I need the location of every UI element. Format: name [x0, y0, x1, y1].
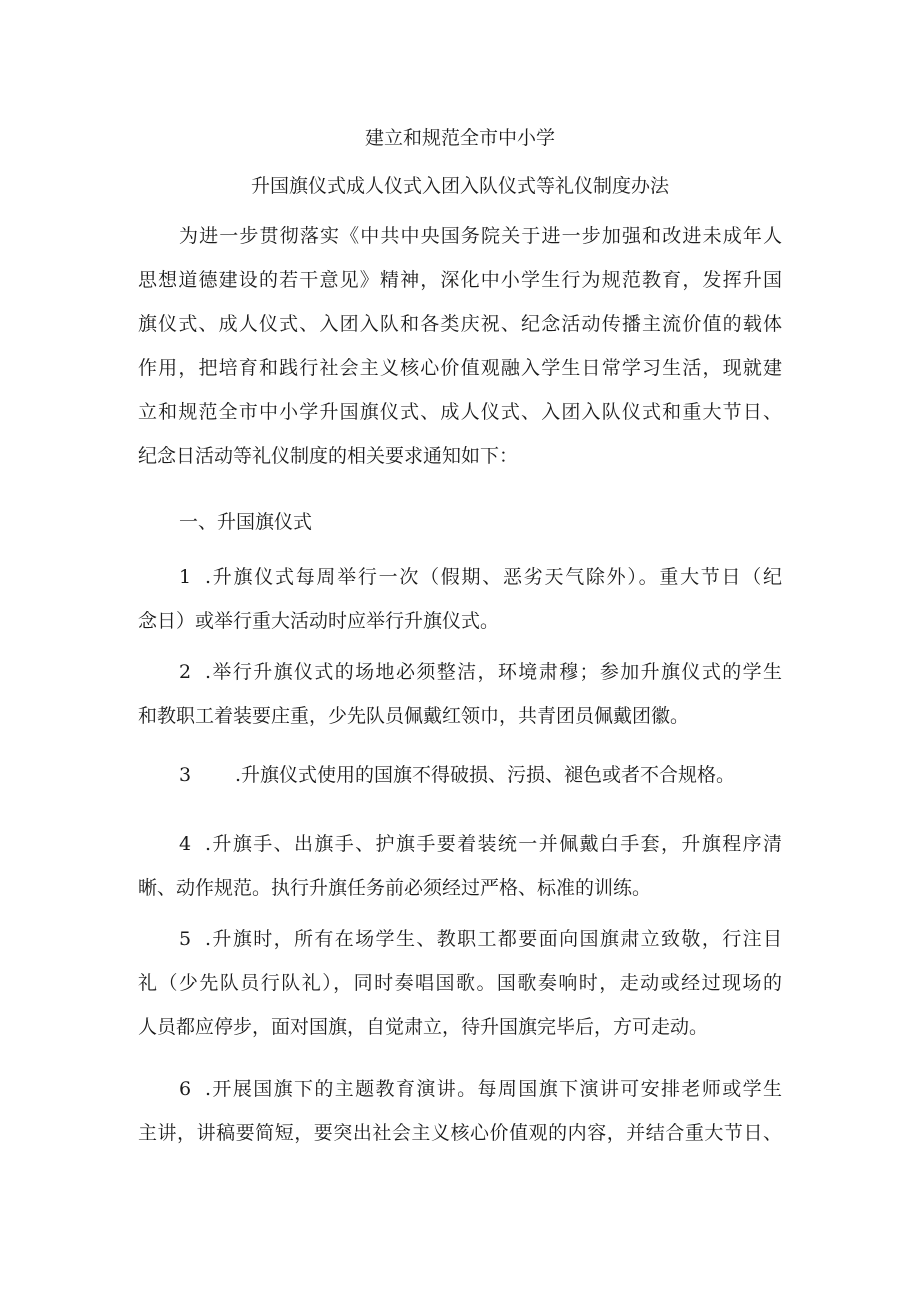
section-heading-text: 一、升国旗仪式 — [179, 511, 313, 533]
item-number: 4 — [179, 833, 192, 855]
item-text: .升旗仪式使用的国旗不得破损、污损、褪色或者不合规格。 — [235, 764, 736, 786]
item-number: 5 — [179, 928, 192, 950]
document-title-line-1: 建立和规范全市中小学 — [364, 127, 555, 149]
intro-line: 作用，把培育和践行社会主义核心价值观融入学生日常学习生活，现就建 — [138, 357, 782, 379]
section-heading — [138, 500, 782, 544]
item-text: .升旗手、出旗手、护旗手要着装统一并佩戴白手套，升旗程序清 — [205, 833, 782, 855]
list-item-line — [138, 822, 782, 866]
list-item — [138, 753, 782, 797]
list-item-line — [138, 753, 782, 797]
list-item-line: 和教职工着装要庄重，少先队员佩戴红领巾，共青团员佩戴团徽。 — [138, 705, 690, 727]
list-item-line — [138, 555, 782, 599]
list-item — [138, 822, 782, 910]
item-number: 1 — [179, 566, 192, 588]
item-number: 6 — [179, 1078, 192, 1100]
list-item-line: 礼（少先队员行队礼），同时奏唱国歌。国歌奏响时，走动或经过现场的 — [138, 972, 782, 994]
list-item-line: 念日）或举行重大活动时应举行升旗仪式。 — [138, 610, 500, 632]
list-item — [138, 650, 782, 738]
list-item — [138, 1067, 782, 1155]
item-number: 3 — [179, 764, 192, 786]
item-text: .升旗仪式每周举行一次（假期、恶劣天气除外）。重大节日（纪 — [205, 566, 782, 588]
item-number: 2 — [179, 661, 192, 683]
intro-line: 纪念日活动等礼仪制度的相关要求通知如下： — [138, 445, 519, 467]
intro-line: 旗仪式、成人仪式、入团入队和各类庆祝、纪念活动传播主流价值的载体 — [138, 313, 782, 335]
list-item-line: 晰、动作规范。执行升旗任务前必须经过严格、标准的训练。 — [138, 877, 652, 899]
list-item — [138, 917, 782, 1049]
list-item-line — [138, 917, 782, 961]
intro-line: 思想道德建设的若干意见》精神，深化中小学生行为规范教育，发挥升国 — [138, 269, 782, 291]
intro-paragraph — [138, 214, 782, 478]
list-item-line: 主讲，讲稿要简短，要突出社会主义核心价值观的内容，并结合重大节日、 — [138, 1122, 782, 1144]
list-item-line — [138, 650, 782, 694]
item-text: .举行升旗仪式的场地必须整洁，环境肃穆；参加升旗仪式的学生 — [205, 661, 782, 683]
list-item-line: 人员都应停步，面对国旗，自觉肃立，待升国旗完毕后，方可走动。 — [138, 1016, 709, 1038]
item-text: .升旗时，所有在场学生、教职工都要面向国旗肃立致敬，行注目 — [205, 928, 782, 950]
list-item-line — [138, 1067, 782, 1111]
document-title-line-2: 升国旗仪式成人仪式入团入队仪式等礼仪制度办法 — [250, 175, 669, 197]
list-item — [138, 555, 782, 643]
intro-line: 为进一步贯彻落实《中共中央国务院关于进一步加强和改进未成年人 — [179, 225, 782, 247]
item-text: .开展国旗下的主题教育演讲。每周国旗下演讲可安排老师或学生 — [205, 1078, 782, 1100]
intro-line: 立和规范全市中小学升国旗仪式、成人仪式、入团入队仪式和重大节日、 — [138, 401, 782, 423]
